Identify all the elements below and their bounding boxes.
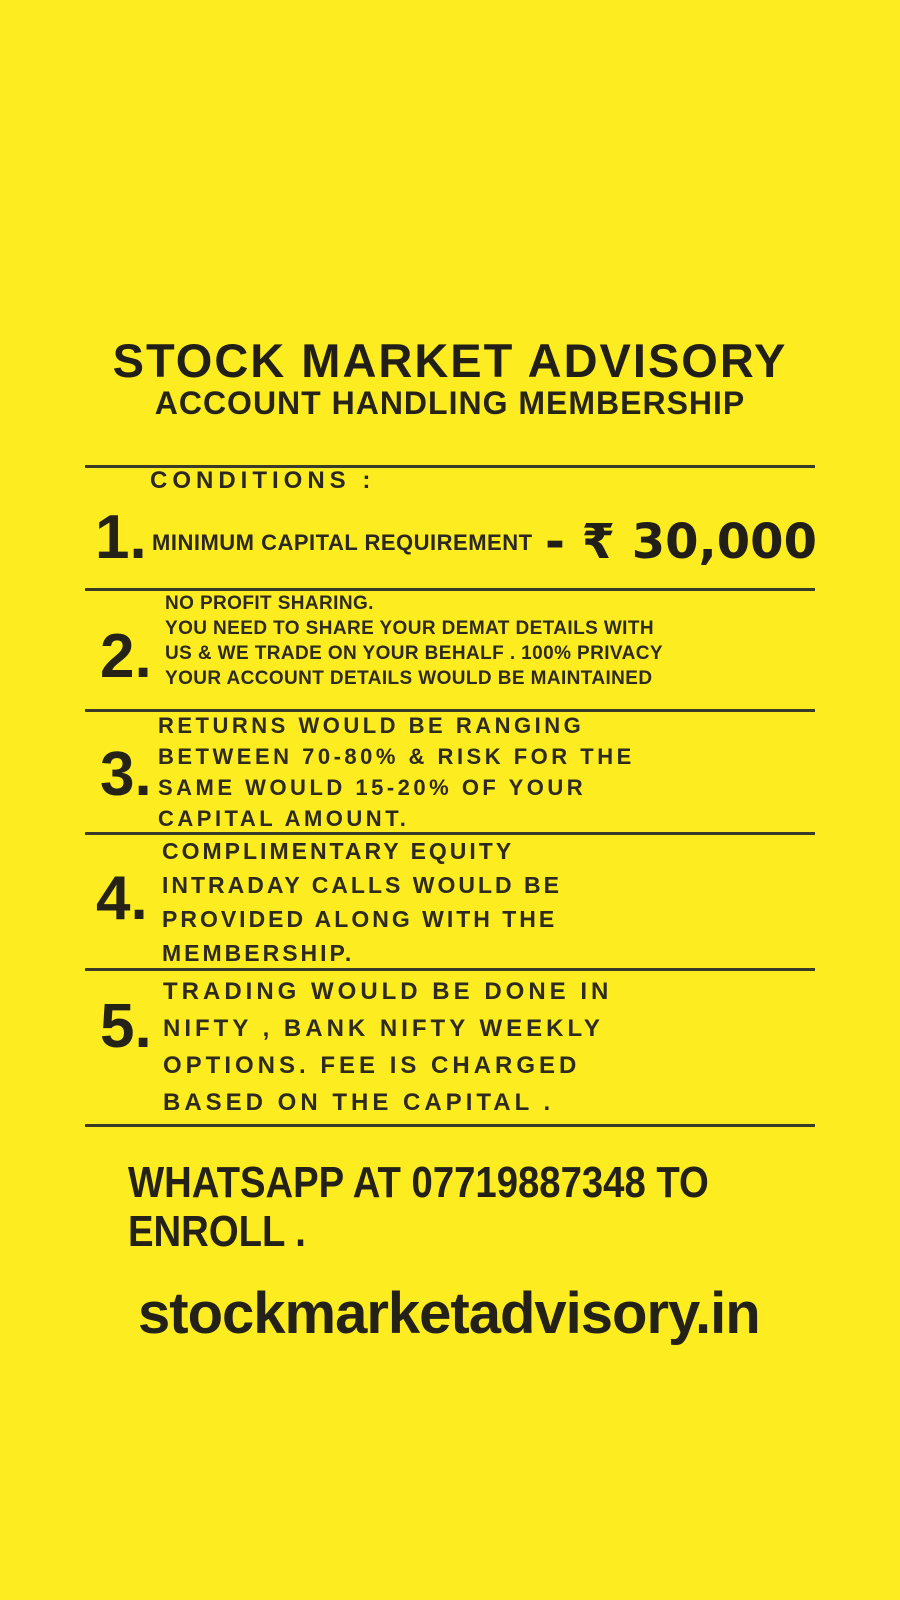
item-4-line-1: COMPLIMENTARY EQUITY	[162, 838, 515, 864]
item-5-number: 5.	[100, 992, 152, 1061]
item-4-line-2: INTRADAY CALLS WOULD BE	[162, 872, 562, 898]
item-3-line-3: SAME WOULD 15-20% OF YOUR	[158, 775, 587, 800]
item-5-line-1: TRADING WOULD BE DONE IN	[163, 978, 613, 1005]
item-2-line-1: NO PROFIT SHARING.	[165, 593, 374, 614]
whatsapp-enroll-text	[128, 1158, 709, 1256]
poster-title: STOCK MARKET ADVISORY	[112, 334, 788, 387]
divider-line-5	[85, 968, 815, 971]
item-1-label: MINIMUM CAPITAL REQUIREMENT	[152, 530, 533, 555]
item-4-number: 4.	[96, 864, 148, 933]
item-5-line-4: BASED ON THE CAPITAL .	[163, 1089, 555, 1116]
conditions-heading: CONDITIONS :	[150, 467, 376, 494]
item-4-line-4: MEMBERSHIP.	[162, 940, 355, 966]
website-url: stockmarketadvisory.in	[138, 1281, 760, 1346]
whatsapp-line-2: ENROLL .	[128, 1207, 306, 1256]
poster-subtitle: ACCOUNT HANDLING MEMBERSHIP	[154, 385, 746, 421]
item-3-line-2: BETWEEN 70-80% & RISK FOR THE	[158, 744, 635, 769]
item-3-line-4: CAPITAL AMOUNT.	[158, 806, 410, 831]
item-4-line-3: PROVIDED ALONG WITH THE	[162, 906, 558, 932]
whatsapp-line-1: WHATSAPP AT 07719887348 TO	[128, 1158, 709, 1207]
item-2-text	[165, 591, 663, 691]
divider-line-6	[85, 1124, 815, 1127]
item-5-text	[163, 973, 612, 1121]
item-3-text	[158, 710, 635, 834]
item-4-text	[162, 834, 562, 970]
item-5-line-3: OPTIONS. FEE IS CHARGED	[163, 1052, 581, 1079]
item-3-number: 3.	[100, 740, 152, 809]
item-5-line-2: NIFTY , BANK NIFTY WEEKLY	[163, 1015, 604, 1042]
item-1-value: - ₹ 30,000	[545, 514, 817, 570]
item-2-line-2: YOU NEED TO SHARE YOUR DEMAT DETAILS WITH	[165, 618, 654, 639]
item-2-line-3: US & WE TRADE ON YOUR BEHALF . 100% PRIVACY	[165, 643, 663, 664]
item-2-number: 2.	[100, 622, 152, 691]
item-3-line-1: RETURNS WOULD BE RANGING	[158, 713, 585, 738]
item-1-number: 1.	[95, 503, 147, 572]
item-2-line-4: YOUR ACCOUNT DETAILS WOULD BE MAINTAINED	[165, 668, 653, 689]
